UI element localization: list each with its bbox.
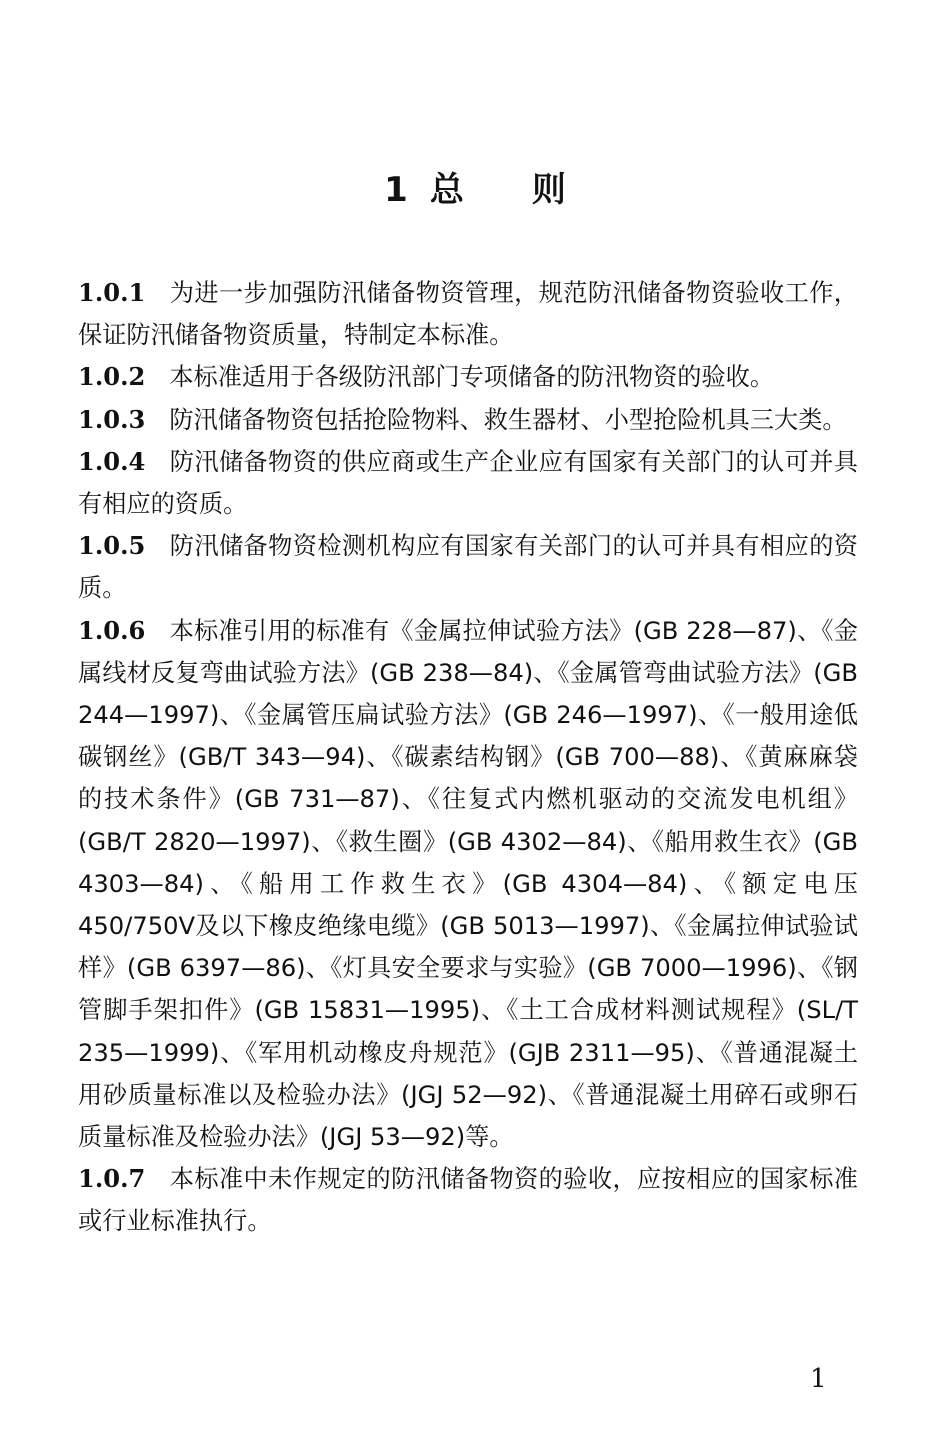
clause-number: 1.0.7 — [78, 1164, 146, 1194]
clause-text: 本标准适用于各级防汛部门专项储备的防汛物资的验收。 — [169, 363, 775, 392]
clause-text: 防汛储备物资检测机构应有国家有关部门的认可并具有相应的资质。 — [78, 532, 858, 603]
chapter-title — [0, 168, 950, 212]
clause-1-0-6 — [78, 610, 858, 1159]
clause-text: 本标准中未作规定的防汛储备物资的验收，应按相应的国家标准或行业标准执行。 — [78, 1165, 858, 1236]
clause-number: 1.0.6 — [78, 615, 146, 645]
clause-number: 1.0.1 — [78, 278, 146, 307]
clause-text: 防汛储备物资包括抢险物料、救生器材、小型抢险机具三大类。 — [169, 405, 847, 434]
page-number: 1 — [810, 1364, 827, 1394]
clause-1-0-4 — [78, 441, 858, 525]
clause-number: 1.0.5 — [78, 531, 146, 561]
chapter-number: 1 — [384, 170, 408, 210]
clause-text: 为进一步加强防汛储备物资管理，规范防汛储备物资验收工作，保证防汛储备物资质量，特制定本标准。 — [78, 279, 858, 350]
clause-number: 1.0.3 — [78, 404, 146, 434]
clause-list — [78, 272, 858, 1243]
clause-text: 防汛储备物资的供应商或生产企业应有国家有关部门的认可并具有相应的资质。 — [78, 447, 858, 519]
clause-number: 1.0.4 — [78, 446, 146, 476]
clause-1-0-1 — [78, 272, 858, 356]
clause-1-0-2 — [78, 356, 858, 398]
clause-text: 本标准引用的标准有《金属拉伸试验方法》(GB 228—87)、《金属线材反复弯曲试验方法》(GB 238—84)、《金属管弯曲试验方法》(GB 244—1997)、《金属管压扁试验方法》(GB 246—1997)、《一般用途低碳钢丝》(GB/T 343—94)、《碳素结构钢》(GB 700—88)、《黄麻麻袋的技术条件》(GB 731—87)、《往复式内燃机驱动的交流发电机组》(GB/T 2820—1997)、《救生圈》(GB 4302—84)、《船用救生衣》(GB 4303—84)、《船用工作救生衣》(GB 4304—84)、《额定电压450/750V及以下橡皮绝缘电缆》(GB 5013—1997)、《金属拉伸试验试样》(GB 6397—86)、《灯具安全要求与实验》(GB 7000—1996)、《钢管脚手架扣件》(GB 15831—1995)、《土工合成材料测试规程》(SL/T 235—1999)、《军用机动橡皮舟规范》(GJB 2311—95)、《普通混凝土用砂质量标准以及检验办法》(JGJ 52—92)、《普通混凝土用碎石或卵石质量标准及检验办法》(JGJ 53—92)等。 — [78, 616, 858, 1152]
clause-number: 1.0.2 — [78, 362, 146, 392]
clause-1-0-3 — [78, 399, 858, 441]
clause-1-0-5 — [78, 525, 858, 609]
clause-1-0-7 — [78, 1158, 858, 1242]
chapter-title-text: 总则 — [429, 170, 634, 210]
